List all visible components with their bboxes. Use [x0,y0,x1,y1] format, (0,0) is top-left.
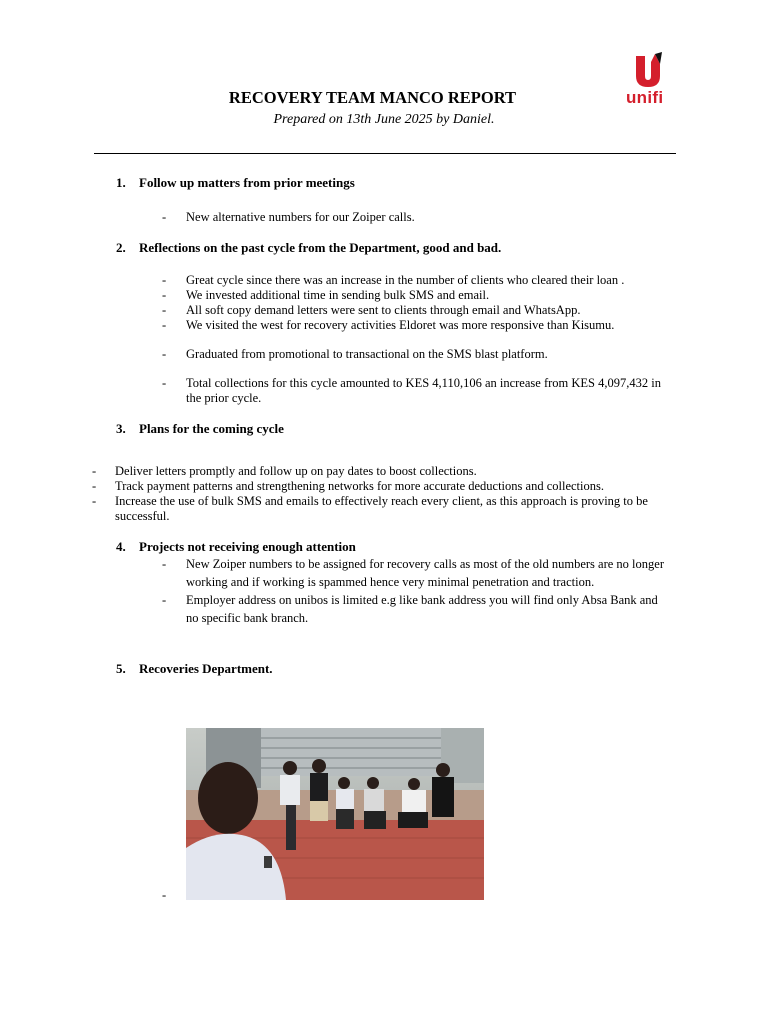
section-number: 1. [116,175,126,190]
team-photo-image [186,728,484,900]
section-title: Plans for the coming cycle [139,421,284,436]
report-subtitle: Prepared on 13th June 2025 by Daniel. [273,112,495,127]
logo-wordmark: unifi [626,88,664,107]
section-number: 4. [116,539,126,554]
unifi-mark-icon [622,50,674,90]
section-number: 3. [116,421,126,436]
header-divider [94,153,676,154]
report-title: RECOVERY TEAM MANCO REPORT [228,88,517,107]
unifi-logo [622,50,674,110]
section-title: Projects not receiving enough attention [139,539,356,554]
section-number: 2. [116,240,126,255]
section-title: Reflections on the past cycle from the Department, good and bad. [139,240,502,255]
section-number: 5. [116,661,126,676]
section-title: Recoveries Department. [139,661,273,676]
team-photo [186,728,484,900]
section-title: Follow up matters from prior meetings [139,175,355,190]
